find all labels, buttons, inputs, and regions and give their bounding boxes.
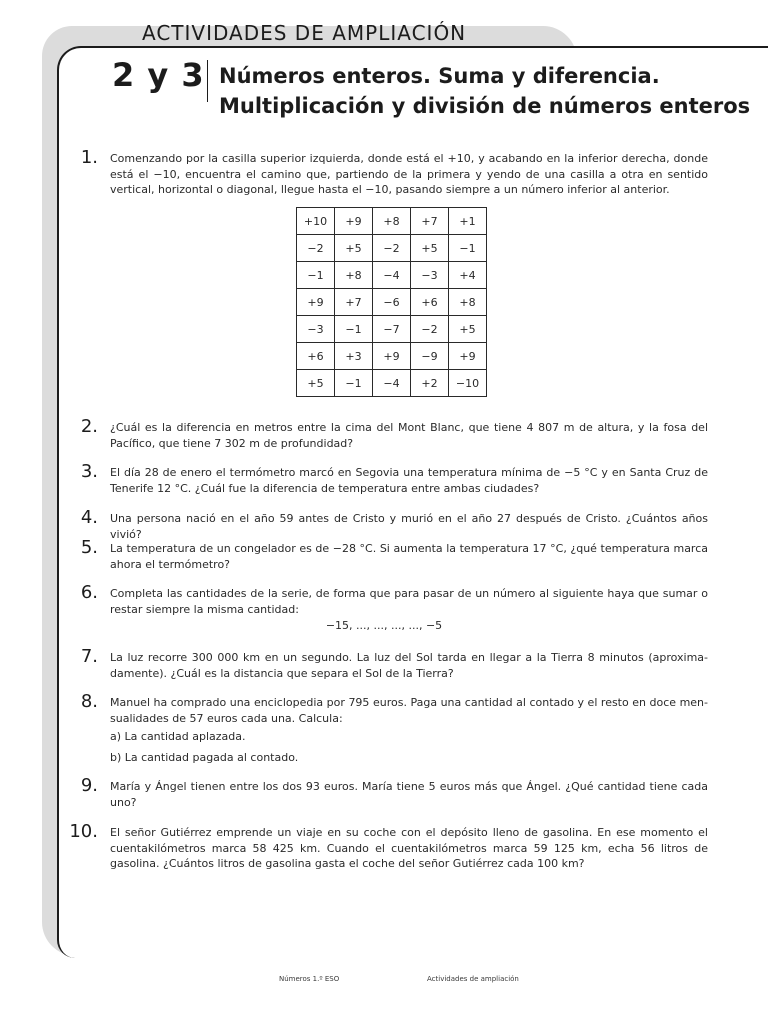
- question-number: 1.: [80, 147, 98, 168]
- grid-row: [297, 370, 487, 397]
- grid-cell: −10: [449, 370, 487, 397]
- grid-cell: +9: [335, 208, 373, 235]
- grid-cell: +5: [297, 370, 335, 397]
- question-number: 2.: [80, 416, 98, 437]
- grid-cell: +9: [297, 289, 335, 316]
- question-5: [60, 537, 708, 572]
- section-title: ACTIVIDADES DE AMPLIACIÓN: [142, 21, 467, 45]
- grid-cell: +5: [449, 316, 487, 343]
- question-7: [60, 646, 708, 681]
- grid-cell: +1: [449, 208, 487, 235]
- grid-cell: +7: [335, 289, 373, 316]
- question-6: [60, 582, 708, 632]
- grid-cell: −3: [411, 262, 449, 289]
- grid-cell: −4: [373, 370, 411, 397]
- grid-row: [297, 235, 487, 262]
- grid-cell: +5: [411, 235, 449, 262]
- unit-number: 2 y 3: [112, 56, 205, 94]
- unit-divider: [207, 60, 208, 102]
- grid-cell: +9: [373, 343, 411, 370]
- grid-row: [297, 289, 487, 316]
- question-text: La temperatura de un congelador es de −28 °C. Si aumenta la temperatura 17 °C, ¿qué temperatura marca ahora el termómetro?: [110, 542, 708, 571]
- number-grid: [296, 207, 487, 397]
- grid-cell: +4: [449, 262, 487, 289]
- grid-cell: +5: [335, 235, 373, 262]
- question-1: [60, 147, 708, 198]
- question-number: 8.: [80, 691, 98, 712]
- grid-cell: −3: [297, 316, 335, 343]
- grid-cell: −2: [411, 316, 449, 343]
- grid-cell: −1: [449, 235, 487, 262]
- question-text: El señor Gutiérrez emprende un viaje en su coche con el depósito lleno de gasolina. En ese momento el cuentakilómetros marca 58 425 km. Cuando el cuentakilómetros marca 59 125 km, echa 56 litros de gasolina. ¿Cuántos litros de gasolina gasta el coche del señor Gutiérrez cada 100 km?: [110, 826, 708, 870]
- footer-right: Actividades de ampliación: [427, 975, 519, 983]
- grid-cell: −7: [373, 316, 411, 343]
- grid-cell: −4: [373, 262, 411, 289]
- grid-cell: +10: [297, 208, 335, 235]
- question-8: [60, 691, 708, 765]
- question-3: [60, 461, 708, 496]
- question-text: La luz recorre 300 000 km en un segundo. La luz del Sol tarda en llegar a la Tierra 8 minutos (aproxima-damente). ¿Cuál es la distancia que separa el Sol de la Tierra?: [110, 651, 708, 680]
- page-title-line1: Números enteros. Suma y diferencia.: [219, 64, 660, 88]
- grid-cell: −1: [335, 370, 373, 397]
- question-number: 5.: [80, 537, 98, 558]
- question-text: María y Ángel tienen entre los dos 93 euros. María tiene 5 euros más que Ángel. ¿Qué cantidad tiene cada uno?: [110, 780, 708, 809]
- grid-cell: +2: [411, 370, 449, 397]
- question-text: Completa las cantidades de la serie, de forma que para pasar de un número al siguiente haya que sumar o restar siempre la misma cantidad:: [110, 587, 708, 616]
- grid-row: [297, 316, 487, 343]
- grid-cell: −1: [297, 262, 335, 289]
- grid-row: [297, 262, 487, 289]
- grid-cell: −2: [373, 235, 411, 262]
- question-number: 9.: [80, 775, 98, 796]
- question-number: 10.: [69, 821, 98, 842]
- grid-cell: +6: [411, 289, 449, 316]
- grid-cell: −1: [335, 316, 373, 343]
- grid-cell: −6: [373, 289, 411, 316]
- question-text: El día 28 de enero el termómetro marcó en Segovia una temperatura mínima de −5 °C y en Santa Cruz de Tenerife 12 °C. ¿Cuál fue la diferencia de temperatura entre ambas ciudades?: [110, 466, 708, 495]
- question-10: [60, 821, 708, 872]
- question-9: [60, 775, 708, 810]
- question-number: 6.: [80, 582, 98, 603]
- grid-cell: +8: [449, 289, 487, 316]
- grid-row: [297, 343, 487, 370]
- question-number: 3.: [80, 461, 98, 482]
- grid-cell: +7: [411, 208, 449, 235]
- question-text: Manuel ha comprado una enciclopedia por 795 euros. Paga una cantidad al contado y el resto en doce men-sualidades de 57 euros cada una. Calcula:: [110, 696, 708, 725]
- grid-cell: +8: [373, 208, 411, 235]
- question-4: [60, 507, 708, 542]
- grid-cell: +6: [297, 343, 335, 370]
- grid-cell: +9: [449, 343, 487, 370]
- number-series: −15, ..., ..., ..., ..., −5: [325, 619, 443, 632]
- question-text: Comenzando por la casilla superior izquierda, donde está el +10, y acabando en la inferior derecha, donde está el −10, encuentra el camino que, partiendo de la primera y yendo de una casilla a otra en sentido vertical, horizontal o diagonal, llegue hasta el −10, pasando siempre a un número inferior al anterior.: [110, 152, 708, 196]
- footer-left: Números 1.º ESO: [279, 975, 340, 983]
- question-text: Una persona nació en el año 59 antes de Cristo y murió en el año 27 después de Cristo. ¿Cuántos años vivió?: [110, 512, 708, 541]
- question-text: ¿Cuál es la diferencia en metros entre la cima del Mont Blanc, que tiene 4 807 m de altura, y la fosa del Pacífico, que tiene 7 302 m de profundidad?: [110, 421, 708, 450]
- question-number: 7.: [80, 646, 98, 667]
- grid-cell: +3: [335, 343, 373, 370]
- grid-row: [297, 208, 487, 235]
- subquestion-b: b) La cantidad pagada al contado.: [110, 751, 299, 764]
- page-title-line2: Multiplicación y división de números enteros: [219, 94, 751, 118]
- subquestion-a: a) La cantidad aplazada.: [110, 730, 246, 743]
- grid-cell: −9: [411, 343, 449, 370]
- question-number: 4.: [80, 507, 98, 528]
- grid-cell: −2: [297, 235, 335, 262]
- grid-cell: +8: [335, 262, 373, 289]
- question-2: [60, 416, 708, 451]
